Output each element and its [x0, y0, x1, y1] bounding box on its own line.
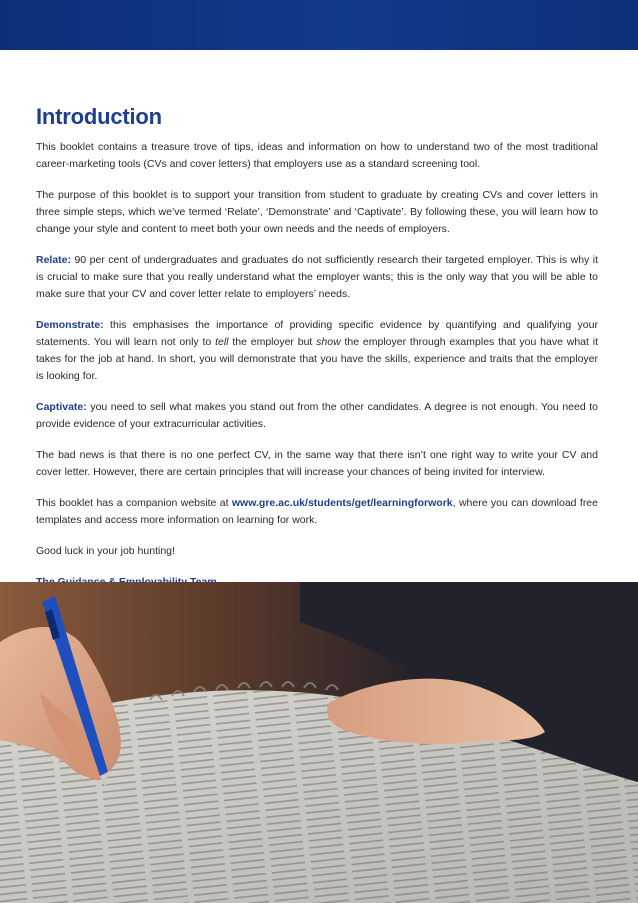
paragraph-intro: This booklet contains a treasure trove of tips, ideas and information on how to understand two of the most traditional career-marketing tools (CVs and cover letters) that employers use as a standard screening tool. — [36, 141, 598, 170]
website-text-2: , where you can download free templates and access more information on learning for work. — [36, 497, 598, 526]
header-band — [0, 0, 638, 50]
relate-label: Relate: — [36, 254, 72, 266]
demonstrate-text-2: the employer but — [228, 336, 317, 348]
demonstrate-text-3: the employer through examples that you have what it takes for the job at hand. In short, you will demonstrate that you have the skills, experience and traits that the employer is looking for. — [36, 336, 599, 382]
website-link[interactable]: www.gre.ac.uk/students/get/learningforwork — [231, 497, 453, 509]
demonstrate-text-1: this emphasises the importance of providing specific evidence by quantifying and qualifying your statements. You will learn not only to — [36, 319, 598, 348]
captivate-text: you need to sell what makes you stand out from the other candidates. A degree is not enough. You need to provide evidence of your extracurricular activities. — [36, 401, 598, 430]
paragraph-bad-news: The bad news is that there is no one perfect CV, in the same way that there isn’t one right way to write your CV and cover letter. However, there are certain principles that will increase your chances of being invited for interview. — [36, 449, 598, 478]
paragraph-relate — [36, 252, 598, 303]
demonstrate-tell: tell — [215, 336, 229, 348]
paragraph-good-luck: Good luck in your job hunting! — [36, 545, 175, 557]
paragraph-purpose: The purpose of this booklet is to support your transition from student to graduate by creating CVs and cover letters in three simple steps, which we’ve termed ‘Relate’, ‘Demonstrate’ and ‘Captivate’. By following these, you will learn how to change your style and content to meet both your own needs and the needs of employers. — [36, 189, 598, 235]
website-text-1: This booklet has a companion website at — [36, 497, 232, 509]
paragraph-captivate — [36, 399, 598, 433]
writing-photo — [0, 582, 638, 903]
demonstrate-show: show — [316, 336, 341, 348]
demonstrate-label: Demonstrate: — [36, 319, 104, 331]
paragraph-website — [36, 495, 598, 529]
paragraph-demonstrate — [36, 317, 598, 385]
page-title: Introduction — [36, 104, 162, 129]
captivate-label: Captivate: — [36, 401, 87, 413]
page-content — [36, 104, 598, 605]
relate-text: 90 per cent of undergraduates and graduates do not sufficiently research their targeted employer. This is why it is crucial to make sure that you really understand what the employer wants; this is the only way that you will be able to make sure that your CV and cover letter relate to employers’ needs. — [36, 254, 598, 300]
